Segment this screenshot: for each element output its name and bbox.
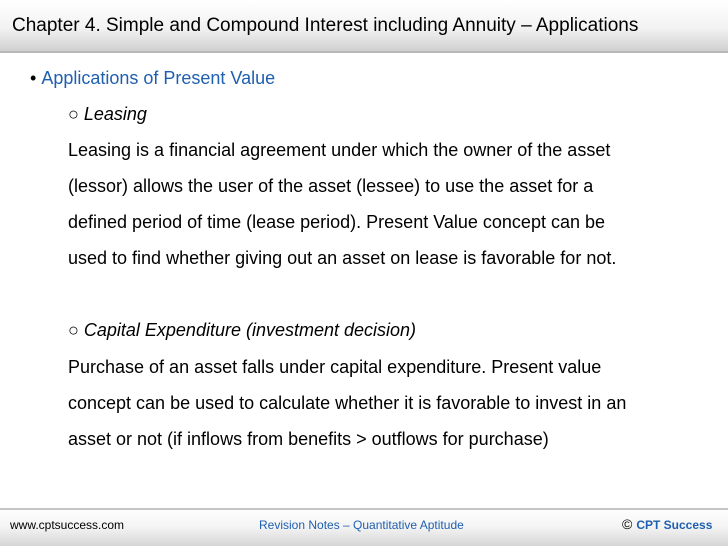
footer-website-link[interactable]: www.cptsuccess.com	[10, 518, 125, 532]
subheading-capital-expenditure	[68, 320, 416, 341]
bullet-marker: •	[30, 68, 37, 88]
paragraph-line: Purchase of an asset falls under capital expenditure. Present value	[68, 357, 602, 377]
subheading-text: Leasing	[83, 104, 147, 124]
paragraph-capital-expenditure	[68, 349, 718, 457]
copyright-icon: ©	[622, 516, 633, 532]
brand-name: CPT Success	[636, 518, 713, 532]
subheading-leasing	[68, 104, 147, 125]
footer-caption: Revision Notes – Quantitative Aptitude	[259, 518, 464, 532]
page-title: Chapter 4. Simple and Compound Interest including Annuity – Applications	[12, 15, 639, 36]
paragraph-line: concept can be used to calculate whether it is favorable to invest in an	[68, 393, 627, 413]
bullet-text: Applications of Present Value	[41, 68, 276, 88]
footer-brand	[622, 516, 712, 532]
paragraph-line: used to find whether giving out an asset on lease is favorable for not.	[68, 248, 617, 268]
footer-divider	[0, 508, 728, 510]
circle-bullet-icon: ○	[68, 320, 79, 340]
paragraph-line: Leasing is a financial agreement under which the owner of the asset	[68, 140, 611, 160]
paragraph-leasing	[68, 132, 718, 276]
subheading-text: Capital Expenditure (investment decision)	[83, 320, 417, 340]
paragraph-line: (lessor) allows the user of the asset (lessee) to use the asset for a	[68, 176, 594, 196]
circle-bullet-icon: ○	[68, 104, 79, 124]
paragraph-line: asset or not (if inflows from benefits > outflows for purchase)	[68, 429, 549, 449]
header-divider	[0, 51, 728, 53]
bullet-heading	[30, 68, 275, 89]
paragraph-line: defined period of time (lease period). Present Value concept can be	[68, 212, 605, 232]
